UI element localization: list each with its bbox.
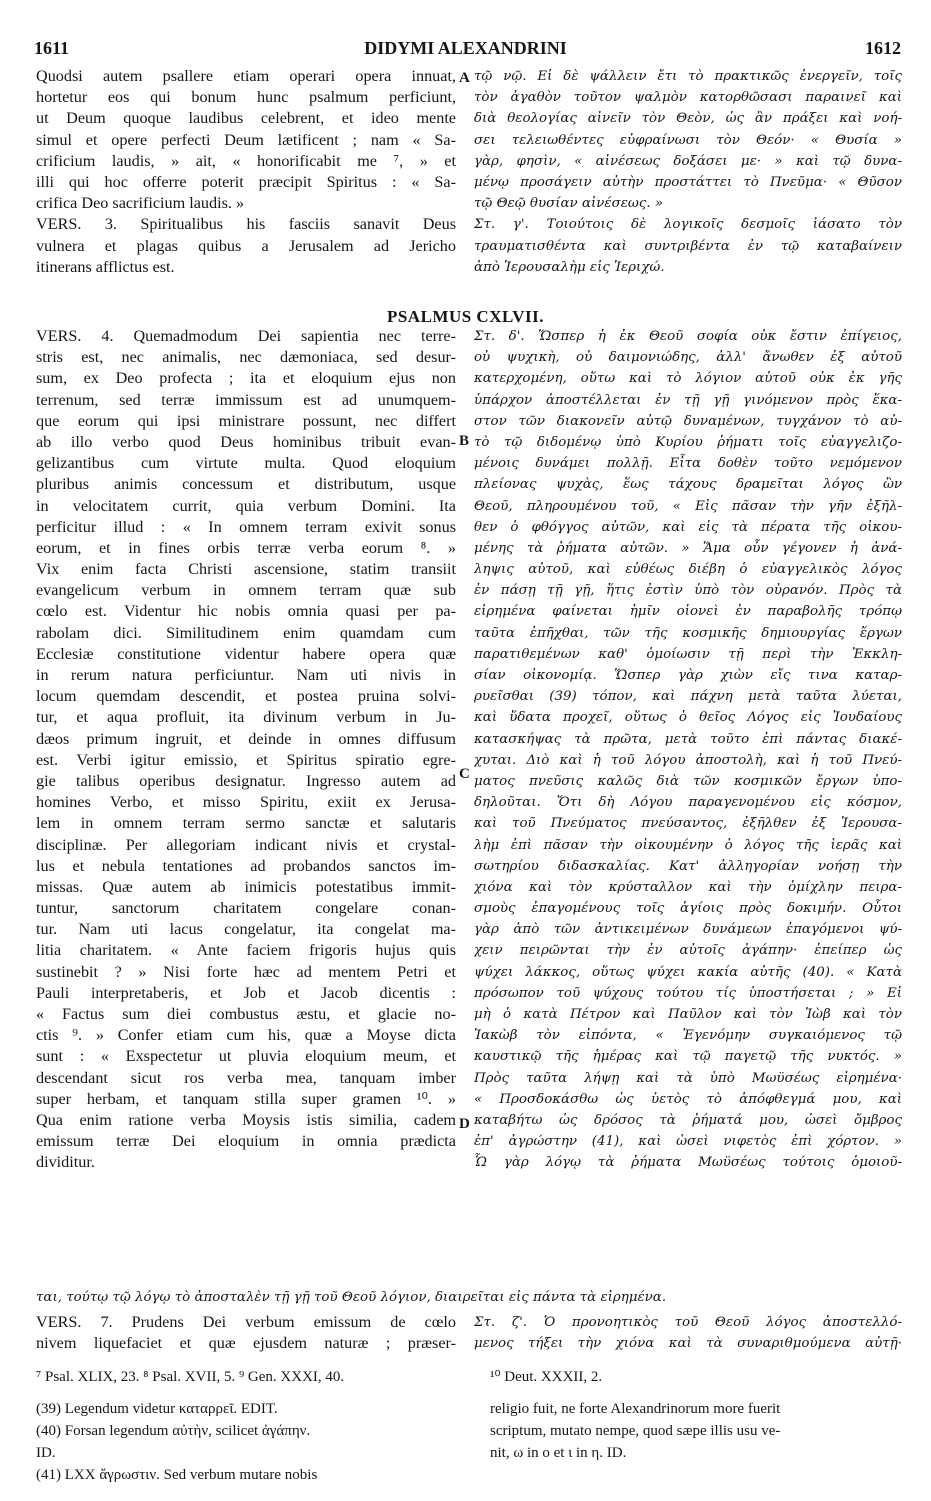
- footnote-refs-left: ⁷ Psal. XLIX, 23. ⁸ Psal. XVII, 5. ⁹ Gen. XXXI, 40.: [36, 1369, 345, 1385]
- greek-column-top: [474, 66, 902, 278]
- latin-main-line: homines Verbo, et misso Spiritu, exiit ex Jerusa-: [36, 793, 456, 812]
- greek-main-line: λὴμ ἐπὶ πᾶσαν τὴν οἰκουμένην ὁ λόγος τῆς ἱερᾶς καὶ: [474, 837, 902, 853]
- latin-main-line: dividitur.: [36, 1153, 95, 1172]
- footnote-left-line: (40) Forsan legendum αὐτὴν, scilicet ἀγάπην.: [36, 1423, 311, 1439]
- footnotes-left: [36, 1398, 466, 1486]
- latin-main-line: sustinebit ? » Nisi forte hæc ad mentem Petri et: [36, 962, 456, 981]
- greek-main-line: καὶ ὕδατα προχεῖ, οὕτως ὁ θεῖος Λόγος εἰς Ἰουδαίους: [474, 710, 902, 726]
- greek-full-width-line: ται, τούτῳ τῷ λόγῳ τὸ ἀποσταλὲν τῇ γῇ τοῦ Θεοῦ λόγιον, διαιρεῖται εἰς πάντα τὰ εἰρημένα.: [36, 1290, 667, 1305]
- greek-main-line: ρυεῖσθαι (39) τόπον, καὶ πάχνη μετὰ ταῦτα λύεται,: [474, 689, 902, 705]
- latin-top-line: simul et opere perfecti Deum lætificent ; nam « Sa-: [36, 130, 456, 149]
- greek-main-line: σίαν οἰκονομίᾳ. Ὥσπερ γὰρ χιὼν εἴς τινα καταρ-: [474, 668, 902, 683]
- latin-main-line: ctis ⁹. » Confer etiam cum his, quæ a Moyse dicta: [36, 1026, 456, 1045]
- latin-top-line: crificium laudis, » ait, « honorificabit me ⁷, » et: [36, 151, 456, 170]
- greek-main-line: « Προσδοκάσθω ὡς ὑετὸς τὸ ἀπόφθεγμά μου, καὶ: [474, 1091, 902, 1107]
- latin-main-line: sum, ex Deo profecta ; ita et eloquium ejus non: [36, 369, 456, 388]
- footnote-right-line: religio fuit, ne forte Alexandrinorum more fuerit: [490, 1401, 781, 1417]
- latin-column-top: [36, 66, 456, 278]
- greek-main-line: δηλοῦται. Ὅτι δὴ Λόγου παραγενομένου εἰς κόσμον,: [474, 795, 902, 811]
- latin-main-line: rabolam dici. Similitudinem enim quamdam cum: [36, 623, 456, 642]
- footnote-right-line: scriptum, mutato nempe, quod sæpe illis usu ve-: [490, 1423, 781, 1439]
- latin-main-line: Qua enim ratione verba Moysis istis similia, cadem: [36, 1110, 456, 1129]
- greek-main-line: ἐν πάσῃ τῇ γῇ, ἥτις ἐστὶν ὑπὸ τὸν οὐρανόν. Πρὸς τὰ: [474, 583, 902, 599]
- latin-main-line: eorum, et in fines orbis terræ verba eorum ⁸. »: [36, 538, 456, 557]
- greek-top-line: γὰρ, φησὶν, « αἰνέσεως δοξάσει με· » καὶ τῷ δυνα-: [474, 153, 902, 169]
- latin-main-line: terrenum, sed terræ immissum est ad unumquem-: [36, 390, 456, 409]
- greek-main-line: ψύχει λάκκος, οὕτως ψύχει κακία αὐτῆς (40). « Κατὰ: [474, 964, 902, 980]
- latin-main-line: lem in omnem terram sermo sanctæ et salutaris: [36, 814, 456, 833]
- latin-top-line: hortetur eos qui bonum hunc psalmum perficiunt,: [36, 88, 456, 107]
- latin-main-line: sunt : « Exspectetur ut pluvia eloquium meum, et: [36, 1047, 456, 1066]
- greek-main-line: καταβήτω ὡς δρόσος τὰ ῥήματά μου, ὡσεὶ ὄμβρος: [474, 1112, 902, 1128]
- footnote-left-line: (39) Legendum videtur καταρρεῖ. EDIT.: [36, 1401, 278, 1417]
- greek-main-line: Στ. δ'. Ὥσπερ ἡ ἐκ Θεοῦ σοφία οὐκ ἔστιν ἐπίγειος,: [474, 329, 902, 344]
- greek-column-main: [474, 326, 902, 1174]
- left-page-number: 1611: [34, 38, 70, 58]
- footnote-left-line: ID.: [36, 1445, 56, 1461]
- greek-main-line: σωτηρίου διδασκαλίας. Κατ' ἀλληγορίαν νοήσῃ τὴν: [474, 858, 902, 874]
- latin-main-line: evangelicum verbum in omnem terram quæ sub: [36, 581, 456, 600]
- footnote-right-line: nit, ω in ο et ι in η. ID.: [490, 1445, 627, 1461]
- greek-main-line: στον τῶν διακονεῖν αὐτῷ δυναμένων, τυγχάνον τὸ αὐ-: [474, 413, 902, 429]
- footnotes-right: [490, 1398, 902, 1464]
- greek-top-line: μένῳ προσάγειν αὐτὴν προστάττει τὸ Πνεῦμα· « Θῦσον: [474, 174, 902, 190]
- psalm-heading: PSALMUS CXLVII.: [386, 307, 545, 326]
- latin-main-line: stris est, nec animalis, nec dæmoniaca, sed desur-: [36, 348, 456, 367]
- latin-main-line: super herbam, et tanquam stilla super gramen ¹⁰. »: [36, 1089, 456, 1108]
- latin-top-line: crifica Deo sacrificium laudis. »: [36, 194, 245, 213]
- greek-bottom-line: Στ. ζ'. Ὁ προνοητικὸς τοῦ Θεοῦ λόγος ἀποστελλό-: [474, 1315, 902, 1330]
- greek-main-line: μὴ ὁ κατὰ Πέτρον καὶ Παῦλον καὶ τὸν Ἰὼβ καὶ τὸν: [474, 1007, 902, 1022]
- greek-main-line: γὰρ ἀπὸ τῶν ἀντικειμένων δυνάμεων ἐπαγόμενοι ψύ-: [474, 922, 902, 938]
- greek-top-line: τῷ νῷ. Εἰ δὲ ψάλλειν ἔτι τὸ πρακτικῶς ἐνεργεῖν, τοῖς: [474, 69, 902, 84]
- latin-main-line: tuntur, sanctorum charitatem congelare conan-: [36, 899, 456, 918]
- greek-main-line: κατασκήψας τὰ πρῶτα, μετὰ τοῦτο ἐπὶ πάντας διακέ-: [474, 731, 902, 747]
- greek-top-line: Στ. γ'. Τοιούτοις δὲ λογικοῖς δεσμοῖς ἰάσατο τὸν: [474, 217, 902, 233]
- latin-main-line: gie talibus operibus designatur. Ingresso autem ad: [36, 771, 456, 790]
- latin-main-line: descendant sicut ros verba mea, tanquam imber: [36, 1068, 456, 1087]
- latin-main-line: ab illo verbo quod Deus hominibus tribuit evan-: [36, 432, 456, 451]
- latin-main-line: lus et nebula tentationes ad probandos sanctos im-: [36, 856, 456, 875]
- greek-main-line: τὸ τῷ διδομένῳ ὑπὸ Κυρίου ῥήματι τοῖς εὐαγγελιζο-: [474, 434, 902, 450]
- greek-main-line: χειν πειρῶνται τὴν ἐν αὐτοῖς ἀγάπην· ἐπείπερ ὡς: [474, 943, 902, 959]
- latin-main-line: locum quemdam descendit, et postea pruina solvi-: [36, 687, 456, 706]
- latin-main-line: in velocitatem currit, quia verbum Domini. Ita: [36, 496, 456, 515]
- greek-main-line: Ἰακὼβ τὸν εἰπόντα, « Ἐγενόμην συγκαιόμενος τῷ: [474, 1028, 902, 1044]
- latin-main-line: Ecclesiæ constitutione videntur habere opera quæ: [36, 644, 456, 663]
- latin-top-line: VERS. 3. Spiritualibus his fasciis sanavit Deus: [36, 215, 456, 234]
- latin-main-line: VERS. 4. Quemadmodum Dei sapientia nec terre-: [36, 327, 456, 345]
- latin-top-line: illi qui hoc offerre poterit præcipit Spiritus : « Sa-: [36, 172, 456, 191]
- latin-top-line: Quodsi autem psallere etiam operari opera innuat,: [36, 67, 456, 85]
- greek-top-line: σει τελειωθέντες εὐφραίνωσι τὸν Θεόν· « Θυσία »: [474, 132, 902, 148]
- greek-main-line: παρατιθεμένων καθ' ὁμοίωσιν τῇ περὶ τὴν Ἐκκλη-: [474, 646, 902, 662]
- latin-column-bottom: [36, 1312, 456, 1354]
- greek-top-line: διὰ θεολογίας αἰνεῖν τὸν Θεὸν, ὡς ἂν πράξει καὶ νοή-: [474, 111, 902, 127]
- latin-main-line: in rerum natura perficiuntur. Nam uti nivis in: [36, 666, 456, 684]
- latin-bottom-line: nivem liquefaciet et quæ ejusdem naturæ ; præser-: [36, 1334, 456, 1353]
- running-title: DIDYMI ALEXANDRINI: [364, 38, 567, 58]
- margin-letter-c: C: [459, 766, 470, 782]
- footnote-left-line: (41) LXX ἄγρωστιν. Sed verbum mutare nobis: [36, 1467, 318, 1483]
- margin-letter-b: B: [459, 433, 470, 449]
- greek-main-line: Ὧ γὰρ λόγῳ τὰ ῥήματα Μωϋσέως τούτοις ὁμοιοῦ-: [474, 1155, 902, 1171]
- latin-main-line: cœlo est. Videntur hic nobis omnia quasi per pa-: [36, 602, 456, 621]
- latin-main-line: perficitur illud : « In omnem terram exivit sonus: [36, 517, 456, 536]
- latin-column-main: [36, 326, 456, 1174]
- latin-main-line: pluribus animis concessum et distributum, usque: [36, 475, 456, 494]
- greek-main-line: ἐπ' ἀγρώστην (41), καὶ ὡσεὶ νιφετὸς ἐπὶ χόρτον. »: [474, 1134, 902, 1150]
- footnote-refs-right: ¹⁰ Deut. XXXII, 2.: [490, 1369, 603, 1385]
- greek-main-line: κατερχομένη, οὕτω καὶ τὸ λόγιον αὐτοῦ οὐκ ἐκ γῆς: [474, 371, 902, 387]
- greek-main-line: καὶ τοῦ Πνεύματος πνεύσαντος, ἐξῆλθεν ἐξ Ἱερουσα-: [474, 816, 902, 832]
- latin-main-line: « Factus sum diei combustus æstu, et glacie no-: [36, 1005, 456, 1023]
- latin-top-line: ut Deum quoque laudibus celebrent, et ideo mente: [36, 109, 456, 128]
- greek-column-bottom: [474, 1312, 902, 1354]
- margin-letter-d: D: [459, 1116, 470, 1132]
- greek-main-line: χυται. Διὸ καὶ ἡ τοῦ λόγου ἀποστολὴ, καὶ ἡ τοῦ Πνεύ-: [474, 752, 902, 768]
- greek-main-line: ληψις αὐτοῦ, καὶ εὐθέως διέβη ὁ εὐαγγελικὸς λόγος: [474, 562, 902, 578]
- greek-top-line: τὸν ἀγαθὸν τοῦτον ψαλμὸν κατορθῶσασι παραινεῖ καὶ: [474, 90, 902, 106]
- greek-main-line: Πρὸς ταῦτα λήψῃ καὶ τὰ ὑπὸ Μωϋσέως εἰρημένα·: [474, 1070, 902, 1086]
- latin-main-line: missas. Quæ autem ab inimicis potestatibus immit-: [36, 877, 456, 896]
- latin-main-line: que eorum qui ipsi ministrare possunt, nec differt: [36, 411, 456, 430]
- greek-main-line: μένης τὰ ῥήματα αὐτῶν. » Ἅμα οὖν γέγονεν ἡ ἀνά-: [474, 540, 902, 556]
- greek-main-line: χιόνα καὶ τὸν κρύσταλλον καὶ τὴν ὁμίχλην πειρα-: [474, 879, 902, 895]
- greek-main-line: ταῦτα ἐπῆχθαι, τῶν τῆς κοσμικῆς δημιουργίας ἔργων: [474, 625, 902, 641]
- greek-bottom-line: μενος τήξει τὴν χιόνα καὶ τὰ συναριθμούμενα αὐτῇ·: [474, 1336, 902, 1352]
- greek-main-line: ματος πνεῦσις καλῶς διὰ τῶν κοσμικῶν ἔργων ὑπο-: [474, 773, 902, 789]
- latin-top-line: vulnera et plagas quibus a Jerusalem ad Jericho: [36, 236, 456, 255]
- margin-letter-a: A: [459, 70, 470, 86]
- latin-main-line: gelizantibus cum virtute multa. Quod eloquium: [36, 454, 456, 473]
- latin-main-line: emissum terræ Dei eloquium in omnia prædicta: [36, 1132, 456, 1151]
- latin-main-line: tur. Nam uti lacus congelatur, ita congelat ma-: [36, 920, 456, 939]
- latin-top-line: itinerans afflictus est.: [36, 257, 175, 276]
- greek-top-line: τραυματισθέντα καὶ συντριβέντα ἐν τῷ καταβαίνειν: [474, 238, 902, 254]
- latin-bottom-line: VERS. 7. Prudens Dei verbum emissum de cœlo: [36, 1313, 456, 1331]
- latin-main-line: litia charitatem. « Ante faciem frigoris hujus quis: [36, 941, 456, 960]
- greek-top-line: ἀπὸ Ἱερουσαλὴμ εἰς Ἱεριχώ.: [474, 259, 665, 275]
- latin-main-line: tur, et aqua profluit, ita divinum verbum in Ju-: [36, 708, 456, 727]
- right-page-number: 1612: [865, 38, 901, 58]
- latin-main-line: Vix enim facta Christi ascensione, statim transiit: [36, 560, 456, 579]
- greek-main-line: οὐ ψυχικὴ, οὐ δαιμονιώδης, ἀλλ' ἄνωθεν ἐξ αὐτοῦ: [474, 350, 902, 366]
- latin-main-line: est. Verbi igitur emissio, et Spiritus spiratio egre-: [36, 750, 456, 769]
- greek-main-line: πρόσωπον τοῦ ψύχους τούτου τίς ὑποστήσεται ; » Εἰ: [474, 985, 902, 1001]
- greek-main-line: εἰρημένα φαίνεται ἡμῖν οἱονεὶ ἐν παραβολῆς τρόπῳ: [474, 604, 902, 620]
- greek-main-line: σμοὺς ἐπαγομένους τοῖς ἁγίοις πρὸς δοκιμήν. Οὗτοι: [474, 901, 902, 917]
- greek-main-line: πλείονας ψυχὰς, ἕως τάχους δραμεῖται λόγος ὢν: [474, 477, 902, 493]
- greek-main-line: θεν ὁ φθόγγος αὐτῶν, καὶ εἰς τὰ πέρατα τῆς οἰκου-: [474, 519, 902, 535]
- latin-main-line: Pauli interpretaberis, et Job et Jacob dicentis :: [36, 983, 456, 1002]
- latin-main-line: disciplinæ. Per allegoriam indicant nivis et crystal-: [36, 835, 456, 854]
- greek-main-line: μένοις δυνάμει πολλῇ. Εἶτα δοθὲν τοῦτο νεμόμενον: [474, 456, 902, 472]
- latin-main-line: dæos primum ingruit, et deinde in omnes diffusum: [36, 729, 456, 748]
- greek-top-line: τῷ Θεῷ θυσίαν αἰνέσεως. »: [474, 196, 664, 212]
- greek-main-line: ὑπάρχον ἀποστέλλεται ἐν τῇ γῇ γινόμενον πρὸς ἕκα-: [474, 392, 902, 408]
- greek-main-line: καυστικῷ τῆς ἡμέρας καὶ τῷ παγετῷ τῆς νυκτός. »: [474, 1049, 902, 1065]
- greek-main-line: Θεοῦ, πληρουμένου τοῦ, « Εἰς πᾶσαν τὴν γῆν ἐξῆλ-: [474, 498, 902, 514]
